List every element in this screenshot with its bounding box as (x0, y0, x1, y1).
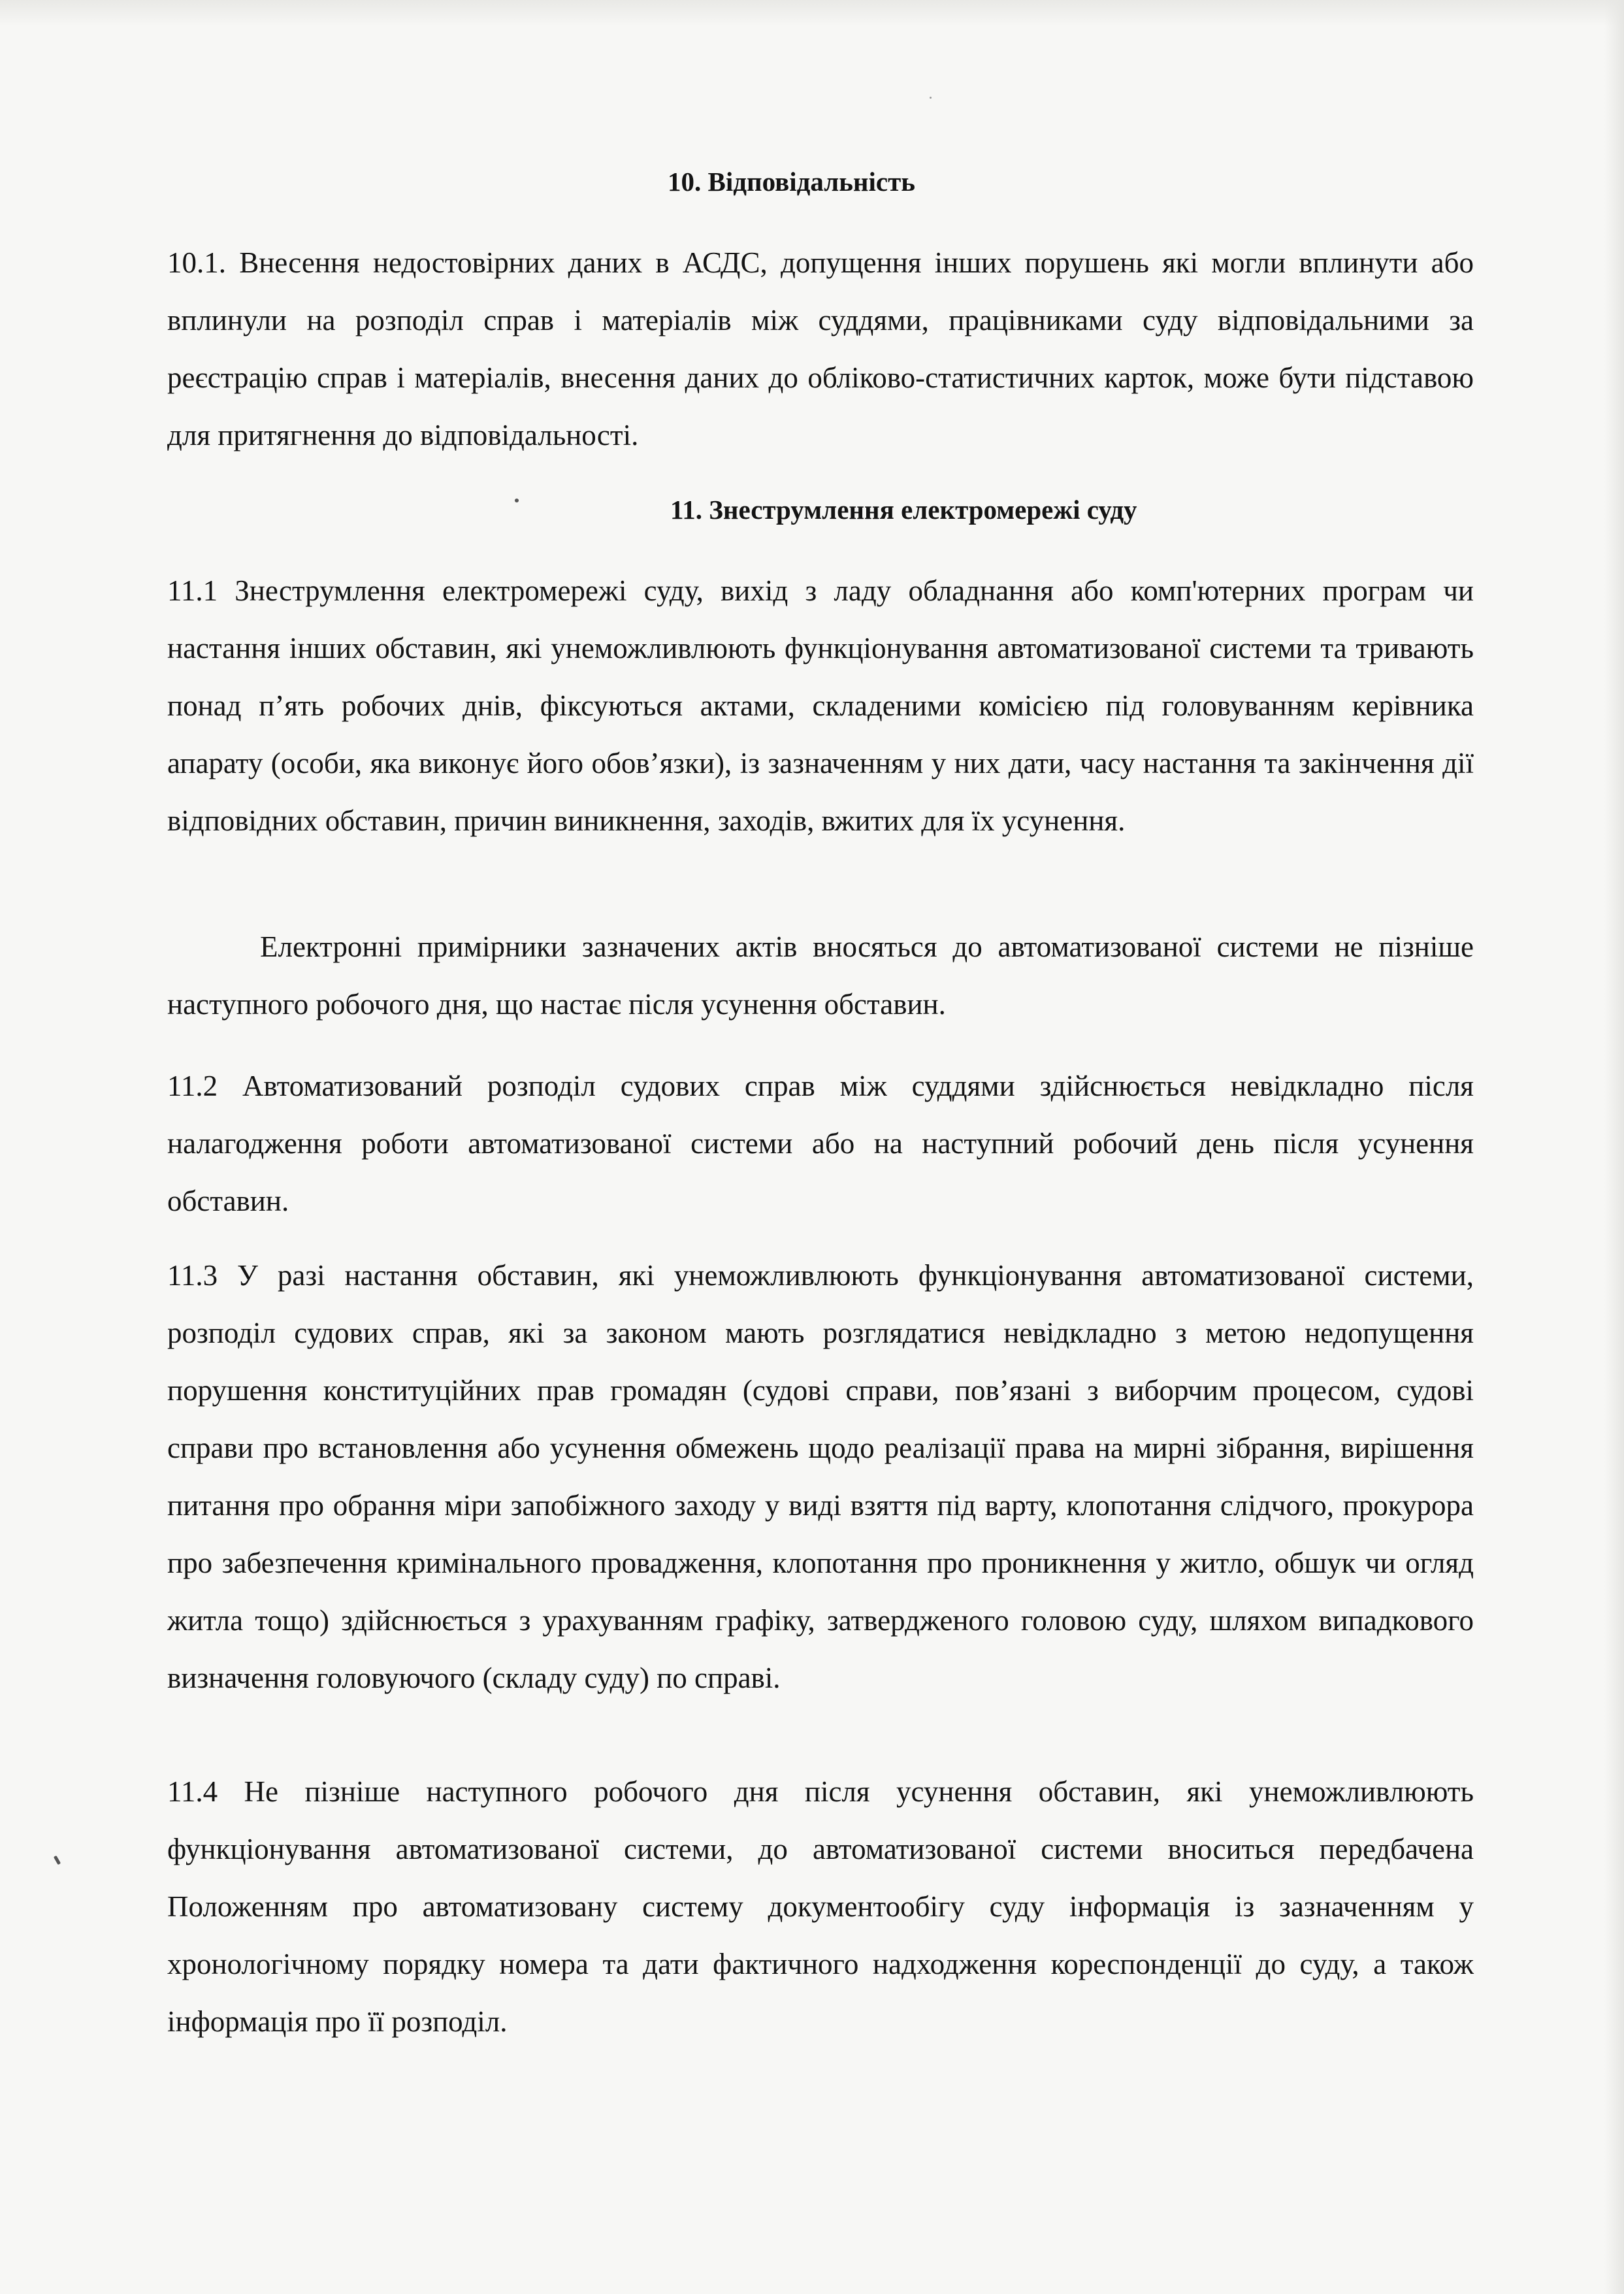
scan-shadow-right (1604, 0, 1624, 2294)
paragraph-11-3: 11.3 У разі настання обставин, які унеможливлюють функціонування автоматизованої системи, розподіл судових справ, які за законом мають розглядатися невідкладно з метою недопущення порушення конституційних прав громадян (судові справи, пов’язані з виборчим процесом, судові справи про встановлення або усунення обмежень щодо реалізації права на мирні зібрання, вирішення питання про обрання міри запобіжного заходу у виді взяття під варту, клопотання слідчого, прокурора про забезпечення кримінального провадження, клопотання про проникнення у житло, обшук чи огляд житла тощо) здійснюється з урахуванням графіку, затвердженого головою суду, шляхом випадкового визначення головуючого (складу суду) по справі. (167, 1259, 1474, 1694)
scan-speck (54, 1856, 61, 1865)
scan-speck (930, 97, 932, 99)
paragraph-10-1: 10.1. Внесення недостовірних даних в АСДС, допущення інших порушень які могли вплинути або вплинули на розподіл справ і матеріалів між суддями, працівниками суду відповідальними за реєстрацію справ і матеріалів, внесення даних до обліково-статистичних карток, може бути підставою для притягнення до відповідальності. (167, 246, 1474, 451)
section-11-heading: 11. Знеструмлення електромережі суду (670, 495, 1137, 525)
scan-shadow-top (0, 0, 1624, 26)
paragraph-11-1: 11.1 Знеструмлення електромережі суду, вихід з ладу обладнання або комп'ютерних програм чи настання інших обставин, які унеможливлюють функціонування автоматизованої системи та тривають понад п’ять робочих днів, фіксуються актами, складеними комісією під головуванням керівника апарату (особи, яка виконує його обов’язки), із зазначенням у них дати, часу настання та закінчення дії відповідних обставин, причин виникнення, заходів, вжитих для їх усунення. (167, 574, 1474, 837)
scan-speck (515, 499, 519, 502)
paragraph-11-4: 11.4 Не пізніше наступного робочого дня після усунення обставин, які унеможливлюють функціонування автоматизованої системи, до автоматизованої системи вноситься передбачена Положенням про автоматизовану систему документообігу суду інформація із зазначенням у хронологічному порядку номера та дати фактичного надходження кореспонденції до суду, а також інформація про її розподіл. (167, 1775, 1474, 2038)
paragraph-11-1-electronic-copies: Електронні примірники зазначених актів вносяться до автоматизованої системи не пізніше наступного робочого дня, що настає після усунення обставин. (167, 930, 1474, 1021)
section-10-heading: 10. Відповідальність (668, 167, 915, 197)
paragraph-11-2: 11.2 Автоматизований розподіл судових справ між суддями здійснюється невідкладно після налагодження роботи автоматизованої системи або на наступний робочий день після усунення обставин. (167, 1070, 1474, 1217)
